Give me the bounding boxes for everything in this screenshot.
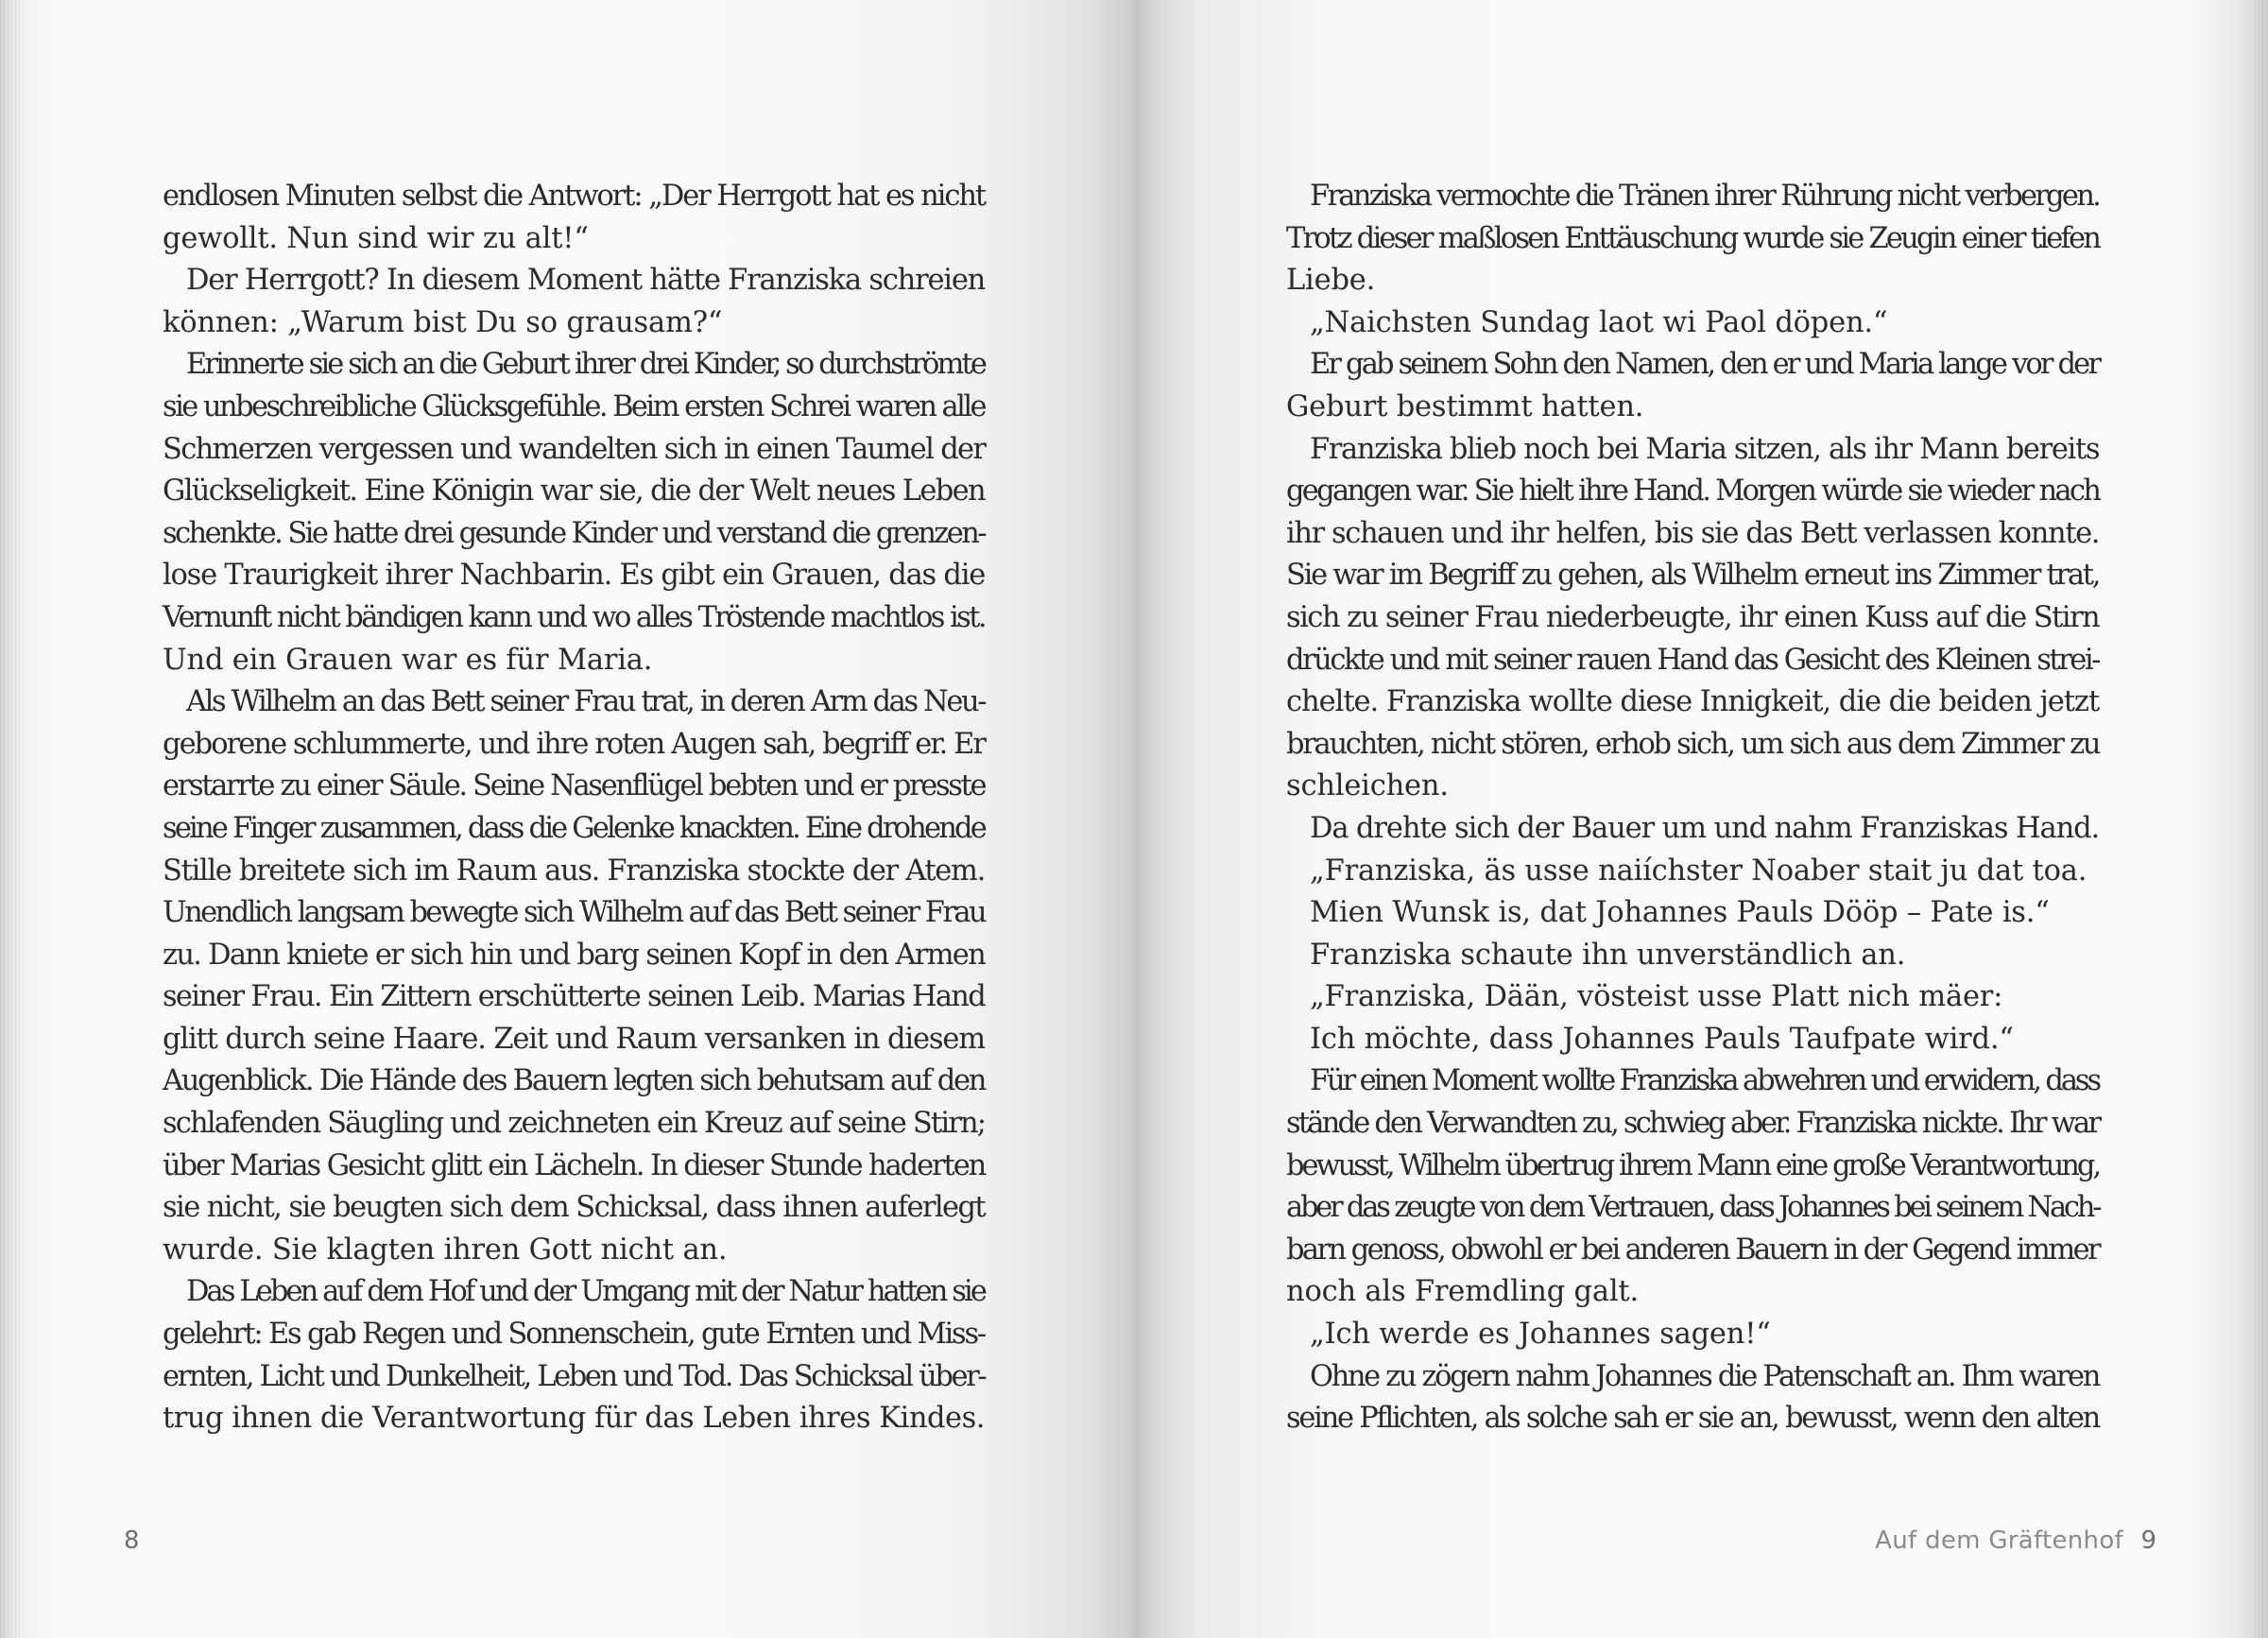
text-line: „Franziska, Dään, vösteist usse Platt nich mäer:: [1310, 980, 2003, 1014]
text-line: Franziska blieb noch bei Maria sitzen, als ihr Mann bereits: [1310, 432, 2100, 466]
right-page: [1134, 0, 2268, 1638]
page-stack-edge: [2255, 0, 2268, 1638]
text-line: aber das zeugte von dem Vertrauen, dass Johannes bei seinem Nach-: [1286, 1191, 2100, 1225]
text-line: gewollt. Nun sind wir zu alt!“: [163, 221, 589, 255]
text-line: lose Traurigkeit ihrer Nachbarin. Es gibt ein Grauen, das die: [163, 559, 986, 593]
text-line: Vernunft nicht bändigen kann und wo alles Tröstende machtlos ist.: [163, 600, 985, 634]
text-line: geborene schlummerte, und ihre roten Augen sah, begriff er. Er: [163, 727, 986, 761]
text-line: Da drehte sich der Bauer um und nahm Franziskas Hand.: [1310, 811, 2100, 845]
text-line: schlafenden Säugling und zeichneten ein Kreuz auf seine Stirn;: [163, 1107, 986, 1141]
text-line: seine Finger zusammen, dass die Gelenke knackten. Eine drohende: [163, 811, 985, 845]
text-line: Mien Wunsk is, dat Johannes Pauls Dööp – Pate is.“: [1310, 896, 2050, 930]
text-line: gegangen war. Sie hielt ihre Hand. Morgen würde sie wieder nach: [1286, 474, 2100, 509]
text-line: trug ihnen die Verantwortung für das Leben ihres Kindes.: [163, 1402, 985, 1436]
text-line: Franziska vermochte die Tränen ihrer Rührung nicht verbergen.: [1310, 180, 2100, 213]
left-page-body-text: [163, 176, 985, 1440]
text-line: brauchten, nicht stören, erhob sich, um sich aus dem Zimmer zu: [1286, 727, 2100, 761]
text-line: Für einen Moment wollte Franziska abwehren und erwidern, dass: [1310, 1064, 2100, 1098]
text-line: Ich möchte, dass Johannes Pauls Taufpate wird.“: [1310, 1022, 2014, 1056]
text-line: über Marias Gesicht glitt ein Lächeln. In dieser Stunde haderten: [163, 1148, 986, 1182]
text-line: drückte und mit seiner rauen Hand das Gesicht des Kleinen strei-: [1286, 643, 2099, 677]
right-page-body-text: [1286, 176, 2099, 1440]
text-line: schleichen.: [1286, 769, 1449, 803]
text-line: Schmerzen vergessen und wandelten sich in einen Taumel der: [163, 432, 986, 466]
text-line: barn genoss, obwohl er bei anderen Bauern in der Gegend immer: [1286, 1233, 2099, 1267]
text-line: glitt durch seine Haare. Zeit und Raum versanken in diesem: [163, 1022, 985, 1056]
text-line: wurde. Sie klagten ihren Gott nicht an.: [163, 1233, 728, 1267]
text-line: sie nicht, sie beugten sich dem Schicksal, dass ihnen auferlegt: [163, 1191, 986, 1225]
text-line: Das Leben auf dem Hof und der Umgang mit der Natur hatten sie: [186, 1275, 985, 1309]
text-line: schenkte. Sie hatte drei gesunde Kinder und verstand die grenzen-: [163, 516, 986, 550]
text-line: können: „Warum bist Du so grausam?“: [163, 305, 723, 339]
text-line: stände den Verwandten zu, schwieg aber. Franziska nickte. Ihr war: [1286, 1107, 2100, 1141]
text-line: Augenblick. Die Hände des Bauern legten sich behutsam auf den: [163, 1064, 986, 1098]
page-stack-edge: [0, 0, 21, 1638]
right-page-number: 9: [2140, 1526, 2156, 1555]
text-line: bewusst, Wilhelm übertrug ihrem Mann eine große Verantwortung,: [1286, 1148, 2100, 1182]
text-line: Ohne zu zögern nahm Johannes die Patenschaft an. Ihm waren: [1310, 1359, 2099, 1393]
text-line: Sie war im Begriff zu gehen, als Wilhelm erneut ins Zimmer trat,: [1286, 559, 2100, 593]
text-line: „Ich werde es Johannes sagen!“: [1310, 1318, 1771, 1352]
text-line: gelehrt: Es gab Regen und Sonnenschein, gute Ernten und Miss-: [163, 1318, 985, 1352]
text-line: seine Pflichten, als solche sah er sie an, bewusst, wenn den alten: [1286, 1402, 2100, 1436]
text-line: Der Herrgott? In diesem Moment hätte Franziska schreien: [186, 264, 986, 298]
text-line: ernten, Licht und Dunkelheit, Leben und Tod. Das Schicksal über-: [163, 1359, 986, 1393]
text-line: Unendlich langsam bewegte sich Wilhelm auf das Bett seiner Frau: [163, 896, 985, 930]
text-line: zu. Dann kniete er sich hin und barg seinen Kopf in den Armen: [163, 938, 985, 972]
text-line: sie unbeschreibliche Glücksgefühle. Beim ersten Schrei waren alle: [163, 389, 986, 423]
text-line: Geburt bestimmt hatten.: [1286, 389, 1644, 423]
text-line: Glückseligkeit. Eine Königin war sie, die der Welt neues Leben: [163, 474, 985, 509]
text-line: Und ein Grauen war es für Maria.: [163, 643, 653, 677]
running-head: Auf dem Gräftenhof: [1875, 1526, 2123, 1555]
text-line: Stille breitete sich im Raum aus. Franziska stockte der Atem.: [163, 853, 985, 888]
text-line: Franziska schaute ihn unverständlich an.: [1310, 938, 1906, 972]
text-line: Liebe.: [1286, 264, 1376, 298]
text-line: ihr schauen und ihr helfen, bis sie das Bett verlassen konnte.: [1286, 516, 2099, 550]
text-line: Er gab seinem Sohn den Namen, den er und Maria lange vor der: [1310, 348, 2100, 382]
text-line: Trotz dieser maßlosen Enttäuschung wurde sie Zeugin einer tiefen: [1286, 221, 2100, 255]
text-line: noch als Fremdling galt.: [1286, 1275, 1639, 1309]
text-line: endlosen Minuten selbst die Antwort: „Der Herrgott hat es nicht: [163, 180, 986, 213]
text-line: chelte. Franziska wollte diese Innigkeit, die die beiden jetzt: [1286, 685, 2100, 719]
left-page-number: 8: [124, 1526, 140, 1555]
text-line: erstarrte zu einer Säule. Seine Nasenflügel bebten und er presste: [163, 769, 986, 803]
text-line: seiner Frau. Ein Zittern erschütterte seinen Leib. Marias Hand: [163, 980, 985, 1014]
text-line: Als Wilhelm an das Bett seiner Frau trat, in deren Arm das Neu-: [186, 685, 986, 719]
text-line: Erinnerte sie sich an die Geburt ihrer drei Kinder, so durchströmte: [186, 348, 986, 382]
text-line: „Naichsten Sundag laot wi Paol döpen.“: [1310, 305, 1888, 339]
text-line: „Franziska, äs usse naiíchster Noaber stait ju dat toa.: [1310, 853, 2088, 888]
text-line: sich zu seiner Frau niederbeugte, ihr einen Kuss auf die Stirn: [1286, 600, 2100, 634]
